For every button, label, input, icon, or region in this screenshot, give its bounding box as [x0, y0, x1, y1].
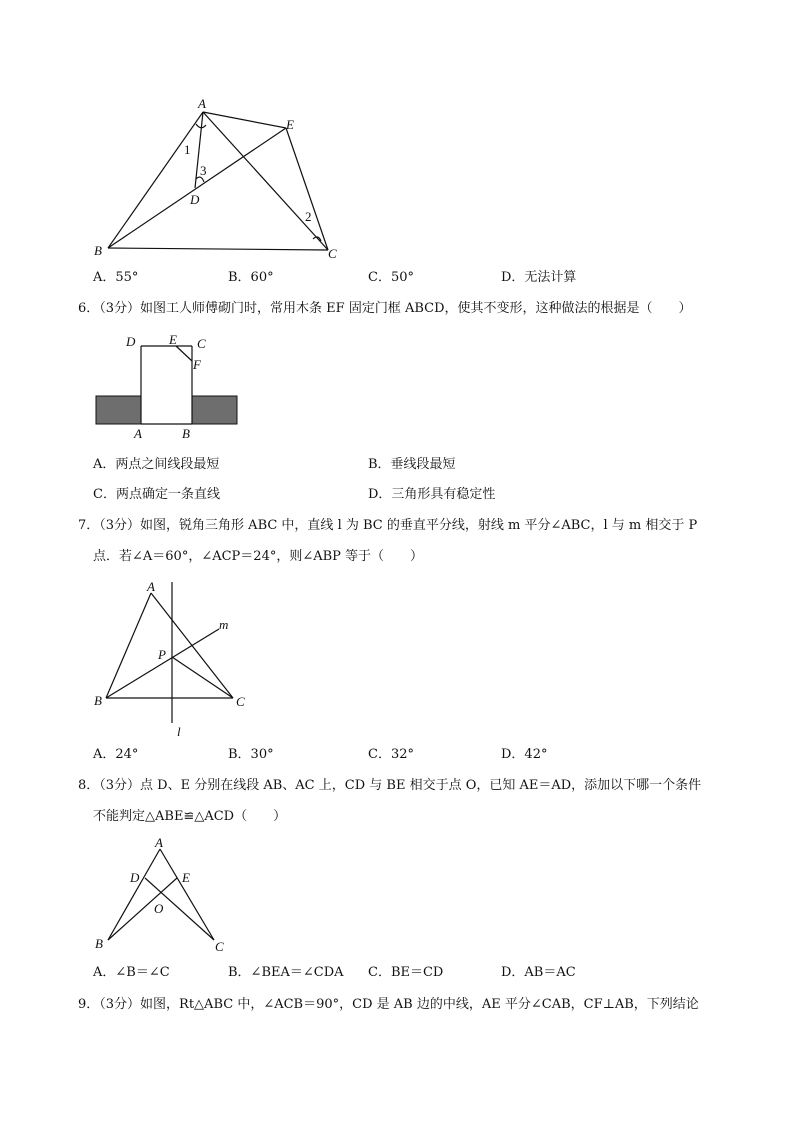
- q7-option-c[interactable]: C．32°: [368, 747, 414, 762]
- q8-option-a[interactable]: A．∠B＝∠C: [93, 965, 170, 980]
- q7-option-b[interactable]: B．30°: [228, 747, 274, 762]
- q7-label-b: B: [94, 693, 102, 708]
- q8-label-c: C: [215, 939, 224, 954]
- q7-label-c: C: [236, 694, 245, 709]
- q9-stem-line1: 9．（3分）如图，Rt△ABC 中，∠ACB＝90°，CD 是 AB 边的中线，AE 平分∠CAB，CF⊥AB，下列结论: [78, 997, 699, 1012]
- q6-option-a[interactable]: A．两点之间线段最短: [93, 457, 220, 472]
- q8-option-b[interactable]: B．∠BEA＝∠CDA: [228, 965, 344, 980]
- q7-label-p: P: [158, 647, 166, 662]
- q8-label-b: B: [95, 936, 103, 951]
- q8-label-a: A: [155, 835, 163, 850]
- q5-label-d: D: [190, 192, 200, 207]
- q6-label-d: D: [126, 334, 136, 349]
- q8-label-e: E: [182, 870, 190, 885]
- q8-option-d[interactable]: D．AB＝AC: [501, 965, 576, 980]
- q5-angle-3: 3: [200, 163, 207, 178]
- q6-label-a: A: [134, 426, 142, 441]
- q7-stem-line2: 点．若∠A＝60°，∠ACP＝24°，则∠ABP 等于（ ）: [93, 549, 424, 564]
- q7-label-a: A: [147, 579, 155, 594]
- q5-label-c: C: [328, 246, 337, 261]
- q5-option-b[interactable]: B．60°: [228, 270, 274, 285]
- q6-label-e: E: [169, 332, 177, 347]
- q8-label-d: D: [130, 870, 140, 885]
- q7-label-l: l: [177, 724, 181, 739]
- q8-option-c[interactable]: C．BE＝CD: [368, 965, 444, 980]
- q6-label-f: F: [193, 357, 201, 372]
- q6-stem: 6．（3分）如图工人师傅砌门时，常用木条 EF 固定门框 ABCD，使其不变形，这种做法的根据是（ ）: [78, 301, 692, 316]
- q6-option-c[interactable]: C．两点确定一条直线: [93, 487, 220, 502]
- q6-option-b[interactable]: B．垂线段最短: [368, 457, 456, 472]
- q5-label-a: A: [198, 96, 206, 111]
- q5-label-e: E: [286, 117, 294, 132]
- q7-option-d[interactable]: D．42°: [501, 747, 548, 762]
- q5-angle-1: 1: [184, 142, 191, 157]
- q5-label-b: B: [94, 243, 102, 258]
- q6-option-d[interactable]: D．三角形具有稳定性: [368, 487, 496, 502]
- q7-stem-line1: 7．（3分）如图，锐角三角形 ABC 中，直线 l 为 BC 的垂直平分线，射线 m 平分∠ABC，l 与 m 相交于 P: [78, 518, 698, 533]
- q5-angle-2: 2: [305, 209, 312, 224]
- q5-option-c[interactable]: C．50°: [368, 270, 414, 285]
- q8-label-o: O: [154, 901, 164, 916]
- q5-option-a[interactable]: A．55°: [93, 270, 139, 285]
- q6-label-b: B: [182, 426, 190, 441]
- q7-option-a[interactable]: A．24°: [93, 747, 139, 762]
- q8-stem-line1: 8．（3分）点 D、E 分别在线段 AB、AC 上，CD 与 BE 相交于点 O，已知 AE＝AD，添加以下哪一个条件: [78, 778, 702, 793]
- q8-stem-line2: 不能判定△ABE≌△ACD（ ）: [93, 809, 287, 824]
- q6-label-c: C: [197, 336, 206, 351]
- q5-option-d[interactable]: D．无法计算: [501, 270, 577, 285]
- q7-label-m: m: [219, 617, 229, 632]
